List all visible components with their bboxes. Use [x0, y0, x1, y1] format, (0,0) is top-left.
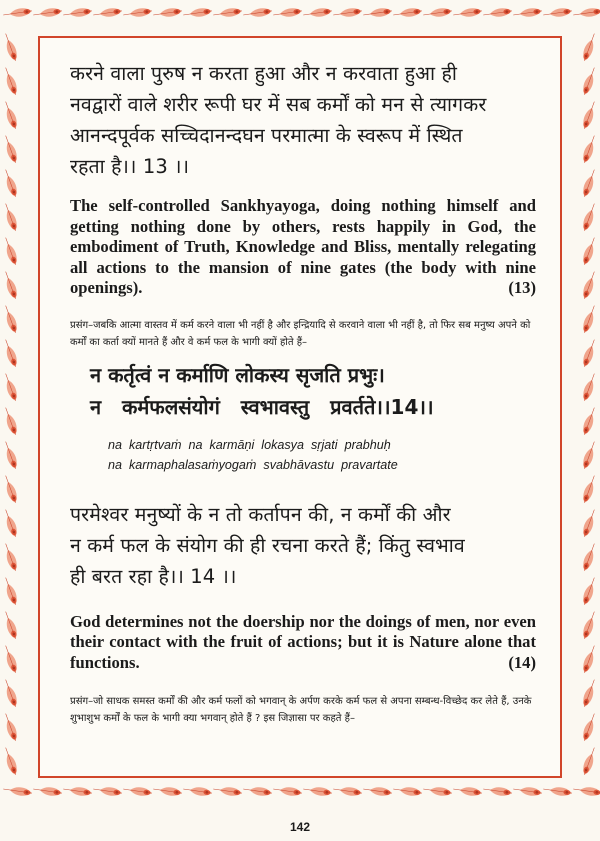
- page-number: 142: [289, 820, 311, 834]
- feather-icon: [2, 746, 20, 776]
- verse-13-hindi-line: आनन्दपूर्वक सच्चिदानन्दघन परमात्मा के स्वरूप में स्थित: [70, 124, 463, 147]
- feather-icon: [581, 338, 599, 368]
- feather-icon: [2, 32, 20, 62]
- feather-icon: [2, 508, 20, 538]
- verse-14-transliteration: [108, 435, 536, 475]
- feather-icon: [2, 372, 20, 402]
- context-note-1: प्रसंग–जबकि आत्मा वास्तव में कर्म करने वाला भी नहीं है और इन्द्रियादि से करवाने वाला भी नहीं है, तो फिर सब मनुष्य अपने को कर्मों का कर्ता क्यों मानते हैं और वे कर्म फल के भागी क्यों होते हैं–: [70, 319, 531, 348]
- feather-icon: [243, 7, 273, 19]
- context-note-2: प्रसंग–जो साधक समस्त कर्मों की और कर्म फलों को भगवान् के अर्पण करके कर्म फल से अपना सम्बन्ध-विच्छेद कर लेते हैं, उनके शुभाशुभ कर्मों के फल के भागी क्या भगवान् होते हैं ? इस जिज्ञासा पर कहते हैं–: [70, 696, 532, 724]
- verse-14-sanskrit: [90, 359, 536, 423]
- feather-icon: [2, 576, 20, 606]
- feather-icon: [2, 236, 20, 266]
- feather-icon: [453, 7, 483, 19]
- feather-icon: [581, 644, 599, 674]
- feather-icon: [581, 508, 599, 538]
- feather-icon: [581, 202, 599, 232]
- verse-14-translit-line: na kartṛtvaṁ na karmāṇi lokasya sṛjati prabhuḥ: [108, 437, 391, 452]
- feather-icon: [153, 7, 183, 19]
- feather-icon: [581, 372, 599, 402]
- feather-icon: [2, 304, 20, 334]
- feather-icon: [2, 270, 20, 300]
- verse-14-hindi: [70, 499, 536, 592]
- feather-icon: [363, 7, 393, 19]
- verse-13-hindi-line: नवद्वारों वाले शरीर रूपी घर में सब कर्मों को मन से त्यागकर: [70, 93, 487, 116]
- feather-icon: [581, 304, 599, 334]
- feather-icon: [581, 746, 599, 776]
- feather-icon: [2, 134, 20, 164]
- feather-icon: [543, 785, 573, 797]
- feather-icon: [183, 7, 213, 19]
- feather-icon: [581, 406, 599, 436]
- feather-icon: [2, 168, 20, 198]
- feather-icon: [581, 270, 599, 300]
- feather-icon: [543, 7, 573, 19]
- feather-icon: [581, 236, 599, 266]
- feather-icon: [123, 7, 153, 19]
- feather-icon: [581, 542, 599, 572]
- feather-icon: [423, 7, 453, 19]
- feather-icon: [33, 7, 63, 19]
- feather-icon: [581, 32, 599, 62]
- feather-icon: [363, 785, 393, 797]
- verse-13-hindi-line: करने वाला पुरुष न करता हुआ और न करवाता हुआ ही: [70, 62, 457, 85]
- verse-14-sanskrit-line: न कर्तृत्वं न कर्माणि लोकस्य सृजति प्रभुः।: [90, 362, 385, 387]
- verse-13-english-text: The self-controlled Sankhyayoga, doing nothing himself and getting nothing done by others, rests happily in God, the embodiment of Truth, Knowledge and Bliss, mentally relegating all actions to the mansion of nine gates (the body with nine openings).: [70, 196, 536, 297]
- verse-14-english-text: God determines not the doership nor the doings of men, nor even their contact with the fruit of actions; but it is Nature alone that functions.: [70, 611, 536, 672]
- feather-icon: [581, 576, 599, 606]
- feather-icon: [93, 7, 123, 19]
- feather-icon: [303, 785, 333, 797]
- feather-icon: [2, 66, 20, 96]
- feather-icon: [483, 785, 513, 797]
- feather-icon: [581, 712, 599, 742]
- verse-14-translit-line: na karmaphalasaṁyogaṁ svabhāvastu pravartate: [108, 457, 398, 472]
- feather-icon: [581, 678, 599, 708]
- feather-icon: [581, 168, 599, 198]
- feather-icon: [213, 785, 243, 797]
- feather-icon: [423, 785, 453, 797]
- feather-icon: [63, 7, 93, 19]
- feather-icon: [33, 785, 63, 797]
- feather-icon: [581, 66, 599, 96]
- feather-icon: [2, 202, 20, 232]
- feather-icon: [333, 7, 363, 19]
- verse-14-hindi-line: ही बरत रहा है।। 14 ।।: [70, 564, 237, 588]
- feather-icon: [303, 7, 333, 19]
- feather-icon: [513, 7, 543, 19]
- page-content: [70, 48, 536, 727]
- feather-icon: [3, 7, 33, 19]
- feather-icon: [393, 7, 423, 19]
- feather-icon: [243, 785, 273, 797]
- verse-13-hindi-line: रहता है।। 13 ।।: [70, 155, 190, 178]
- feather-icon: [153, 785, 183, 797]
- feather-icon: [2, 644, 20, 674]
- feather-icon: [2, 338, 20, 368]
- feather-icon: [2, 712, 20, 742]
- feather-icon: [93, 785, 123, 797]
- verse-13-hindi: [70, 58, 536, 182]
- feather-icon: [581, 610, 599, 640]
- feather-icon: [573, 7, 600, 19]
- feather-icon: [581, 134, 599, 164]
- feather-icon: [581, 100, 599, 130]
- feather-icon: [273, 785, 303, 797]
- feather-icon: [63, 785, 93, 797]
- verse-14-sanskrit-line: न कर्मफलसंयोगं स्वभावस्तु प्रवर्तते।।14।।: [90, 394, 434, 419]
- feather-icon: [573, 785, 600, 797]
- feather-icon: [3, 785, 33, 797]
- feather-icon: [213, 7, 243, 19]
- feather-icon: [2, 440, 20, 470]
- feather-icon: [393, 785, 423, 797]
- feather-icon: [581, 440, 599, 470]
- feather-icon: [123, 785, 153, 797]
- feather-icon: [483, 7, 513, 19]
- feather-icon: [2, 406, 20, 436]
- feather-icon: [2, 678, 20, 708]
- feather-icon: [2, 474, 20, 504]
- verse-14-hindi-line: न कर्म फल के संयोग की ही रचना करते हैं; किंतु स्वभाव: [70, 533, 465, 557]
- feather-icon: [581, 474, 599, 504]
- feather-icon: [273, 7, 303, 19]
- feather-icon: [2, 100, 20, 130]
- feather-icon: [2, 610, 20, 640]
- verse-14-hindi-line: परमेश्वर मनुष्यों के न तो कर्तापन की, न कर्मों की और: [70, 502, 451, 526]
- feather-icon: [2, 542, 20, 572]
- verse-13-english-number: (13): [508, 278, 536, 297]
- feather-icon: [453, 785, 483, 797]
- feather-icon: [183, 785, 213, 797]
- verse-14-english: [70, 612, 536, 674]
- verse-13-english: [70, 196, 536, 299]
- feather-icon: [513, 785, 543, 797]
- verse-14-english-number: (14): [508, 652, 536, 672]
- feather-icon: [333, 785, 363, 797]
